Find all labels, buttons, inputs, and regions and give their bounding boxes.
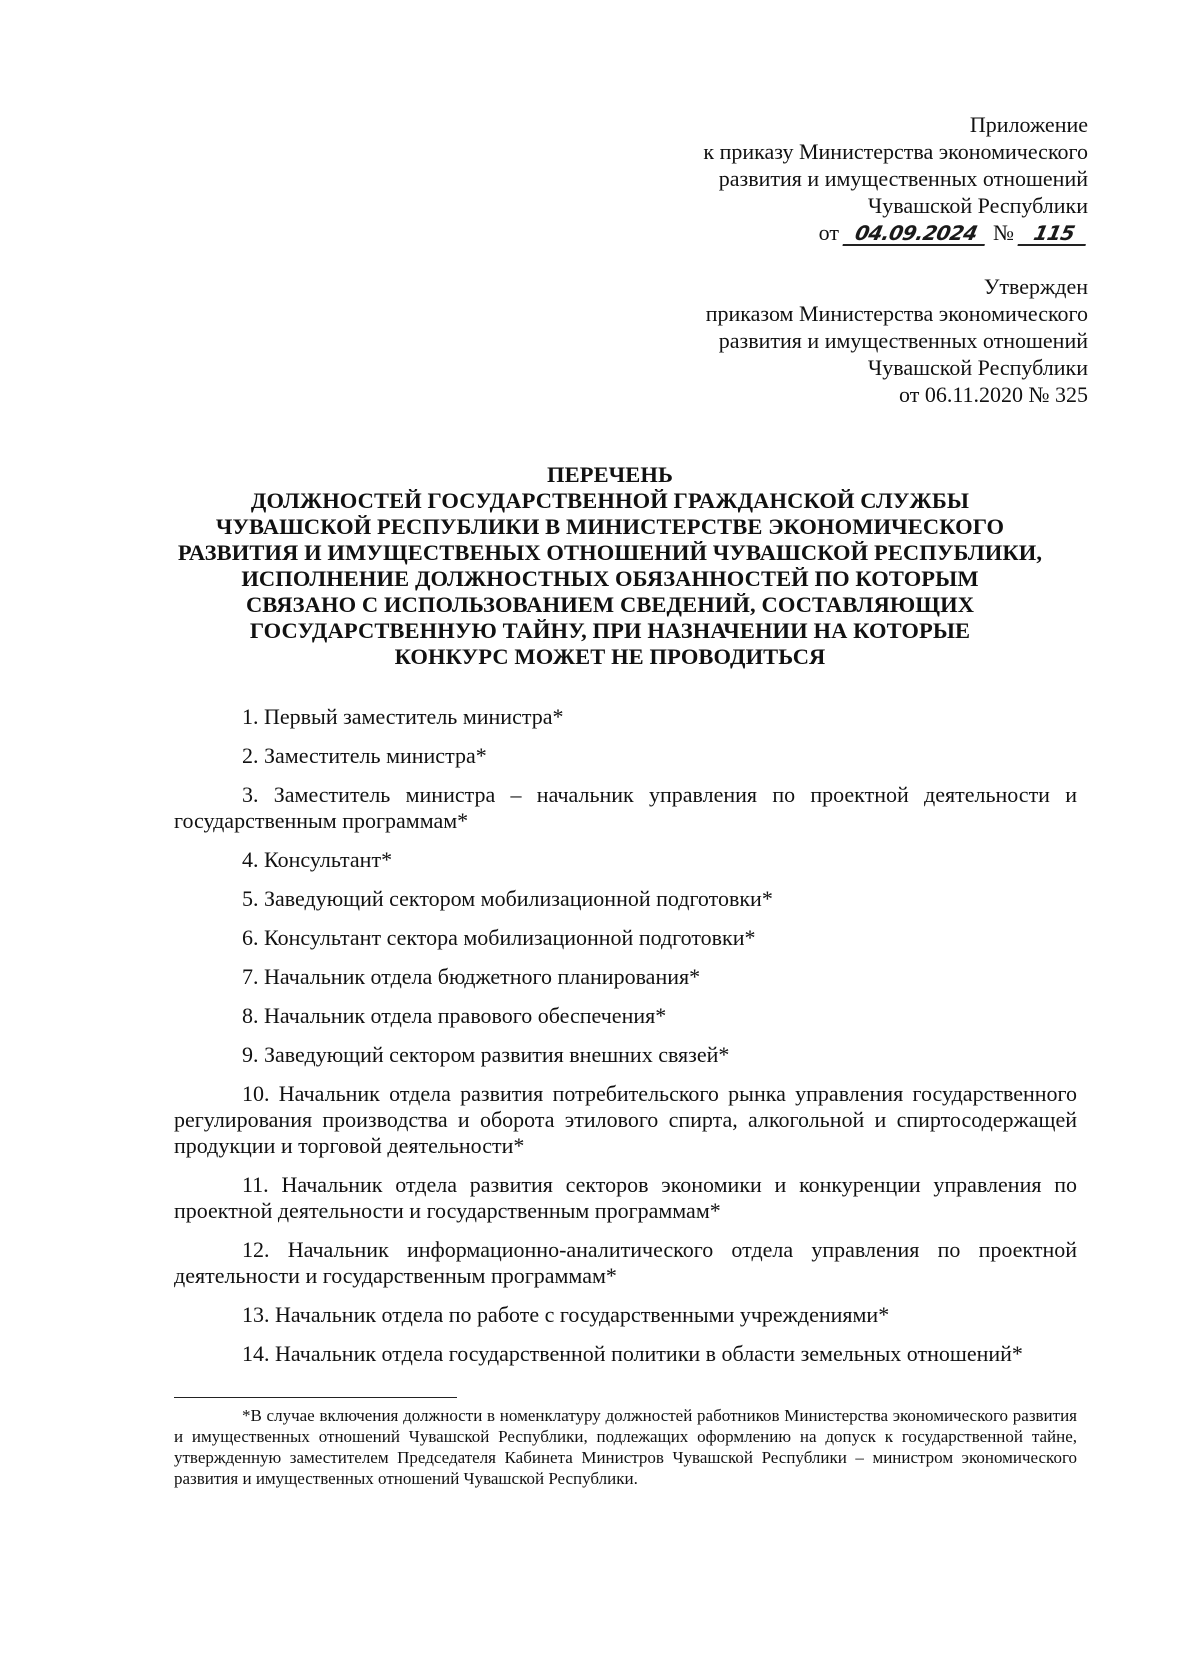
footnote-divider — [174, 1397, 457, 1398]
title-line: РАЗВИТИЯ И ИМУЩЕСТВЕНЫХ ОТНОШЕНИЙ ЧУВАШСКОЙ РЕСПУБЛИКИ, — [177, 540, 1043, 565]
appendix-date-prefix: от — [818, 220, 839, 245]
appendix-line-2: к приказу Министерства экономического — [703, 139, 1088, 164]
list-item: 4. Консультант* — [242, 847, 393, 872]
title-line: ГОСУДАРСТВЕННУЮ ТАЙНУ, ПРИ НАЗНАЧЕНИИ НА КОТОРЫЕ — [249, 618, 971, 643]
list-item: 9. Заведующий сектором развития внешних связей* — [242, 1042, 730, 1067]
approved-line-4: Чувашской Республики — [867, 355, 1088, 380]
appendix-line-1: Приложение — [969, 112, 1088, 137]
list-item: 14. Начальник отдела государственной политики в области земельных отношений* — [242, 1341, 1023, 1366]
title-line: ЧУВАШСКОЙ РЕСПУБЛИКИ В МИНИСТЕРСТВЕ ЭКОНОМИЧЕСКОГО — [215, 514, 1005, 539]
list-item: 10. Начальник отдела развития потребительского рынка управления государственного регулирования производства и оборота этилового спирта, алкогольной и спиртосодержащей продукции и торговой деятельности* — [174, 1081, 1077, 1158]
list-item: 6. Консультант сектора мобилизационной подготовки* — [242, 925, 756, 950]
approved-line-1: Утвержден — [983, 274, 1088, 299]
footnote: *В случае включения должности в номенклатуру должностей работников Министерства экономического развития и имущественных отношений Чувашской Республики, подлежащих оформлению на допуск к государственной тайне, утвержденную заместителем Председателя Кабинета Министров Чувашской Республики – министром экономического развития и имущественных отношений Чувашской Республики. — [174, 1406, 1077, 1488]
appendix-header — [703, 111, 1088, 246]
title-line: ПЕРЕЧЕНЬ — [547, 462, 673, 487]
title-line: СВЯЗАНО С ИСПОЛЬЗОВАНИЕМ СВЕДЕНИЙ, СОСТАВЛЯЮЩИХ — [245, 592, 975, 617]
list-item: 8. Начальник отдела правового обеспечения* — [242, 1003, 667, 1028]
appendix-line-3: развития и имущественных отношений — [718, 166, 1088, 191]
title-line: ИСПОЛНЕНИЕ ДОЛЖНОСТНЫХ ОБЯЗАННОСТЕЙ ПО КОТОРЫМ — [241, 566, 979, 591]
appendix-number-prefix: № — [993, 220, 1014, 245]
list-item: 7. Начальник отдела бюджетного планирования* — [242, 964, 701, 989]
list-item: 1. Первый заместитель министра* — [242, 704, 564, 729]
document-title — [160, 462, 1060, 670]
approved-line-5: от 06.11.2020 № 325 — [899, 382, 1088, 407]
approved-line-3: развития и имущественных отношений — [718, 328, 1088, 353]
title-line: КОНКУРС МОЖЕТ НЕ ПРОВОДИТЬСЯ — [394, 644, 826, 669]
appendix-date-line — [703, 219, 1088, 246]
list-item: 3. Заместитель министра – начальник управления по проектной деятельности и государственным программам* — [174, 782, 1077, 833]
positions-list — [174, 704, 1077, 1367]
handwritten-date: 04.09.2024 — [842, 222, 989, 246]
approved-header — [706, 273, 1088, 408]
list-item: 13. Начальник отдела по работе с государственными учреждениями* — [242, 1302, 890, 1327]
appendix-line-4: Чувашской Республики — [867, 193, 1088, 218]
list-item: 12. Начальник информационно-аналитического отдела управления по проектной деятельности и государственным программам* — [174, 1237, 1077, 1288]
approved-line-2: приказом Министерства экономического — [705, 301, 1088, 326]
handwritten-number: 115 — [1017, 222, 1090, 246]
list-item: 11. Начальник отдела развития секторов экономики и конкуренции управления по проектной деятельности и государственным программам* — [174, 1172, 1077, 1223]
list-item: 2. Заместитель министра* — [242, 743, 487, 768]
list-item: 5. Заведующий сектором мобилизационной подготовки* — [242, 886, 773, 911]
title-line: ДОЛЖНОСТЕЙ ГОСУДАРСТВЕННОЙ ГРАЖДАНСКОЙ СЛУЖБЫ — [250, 488, 970, 513]
